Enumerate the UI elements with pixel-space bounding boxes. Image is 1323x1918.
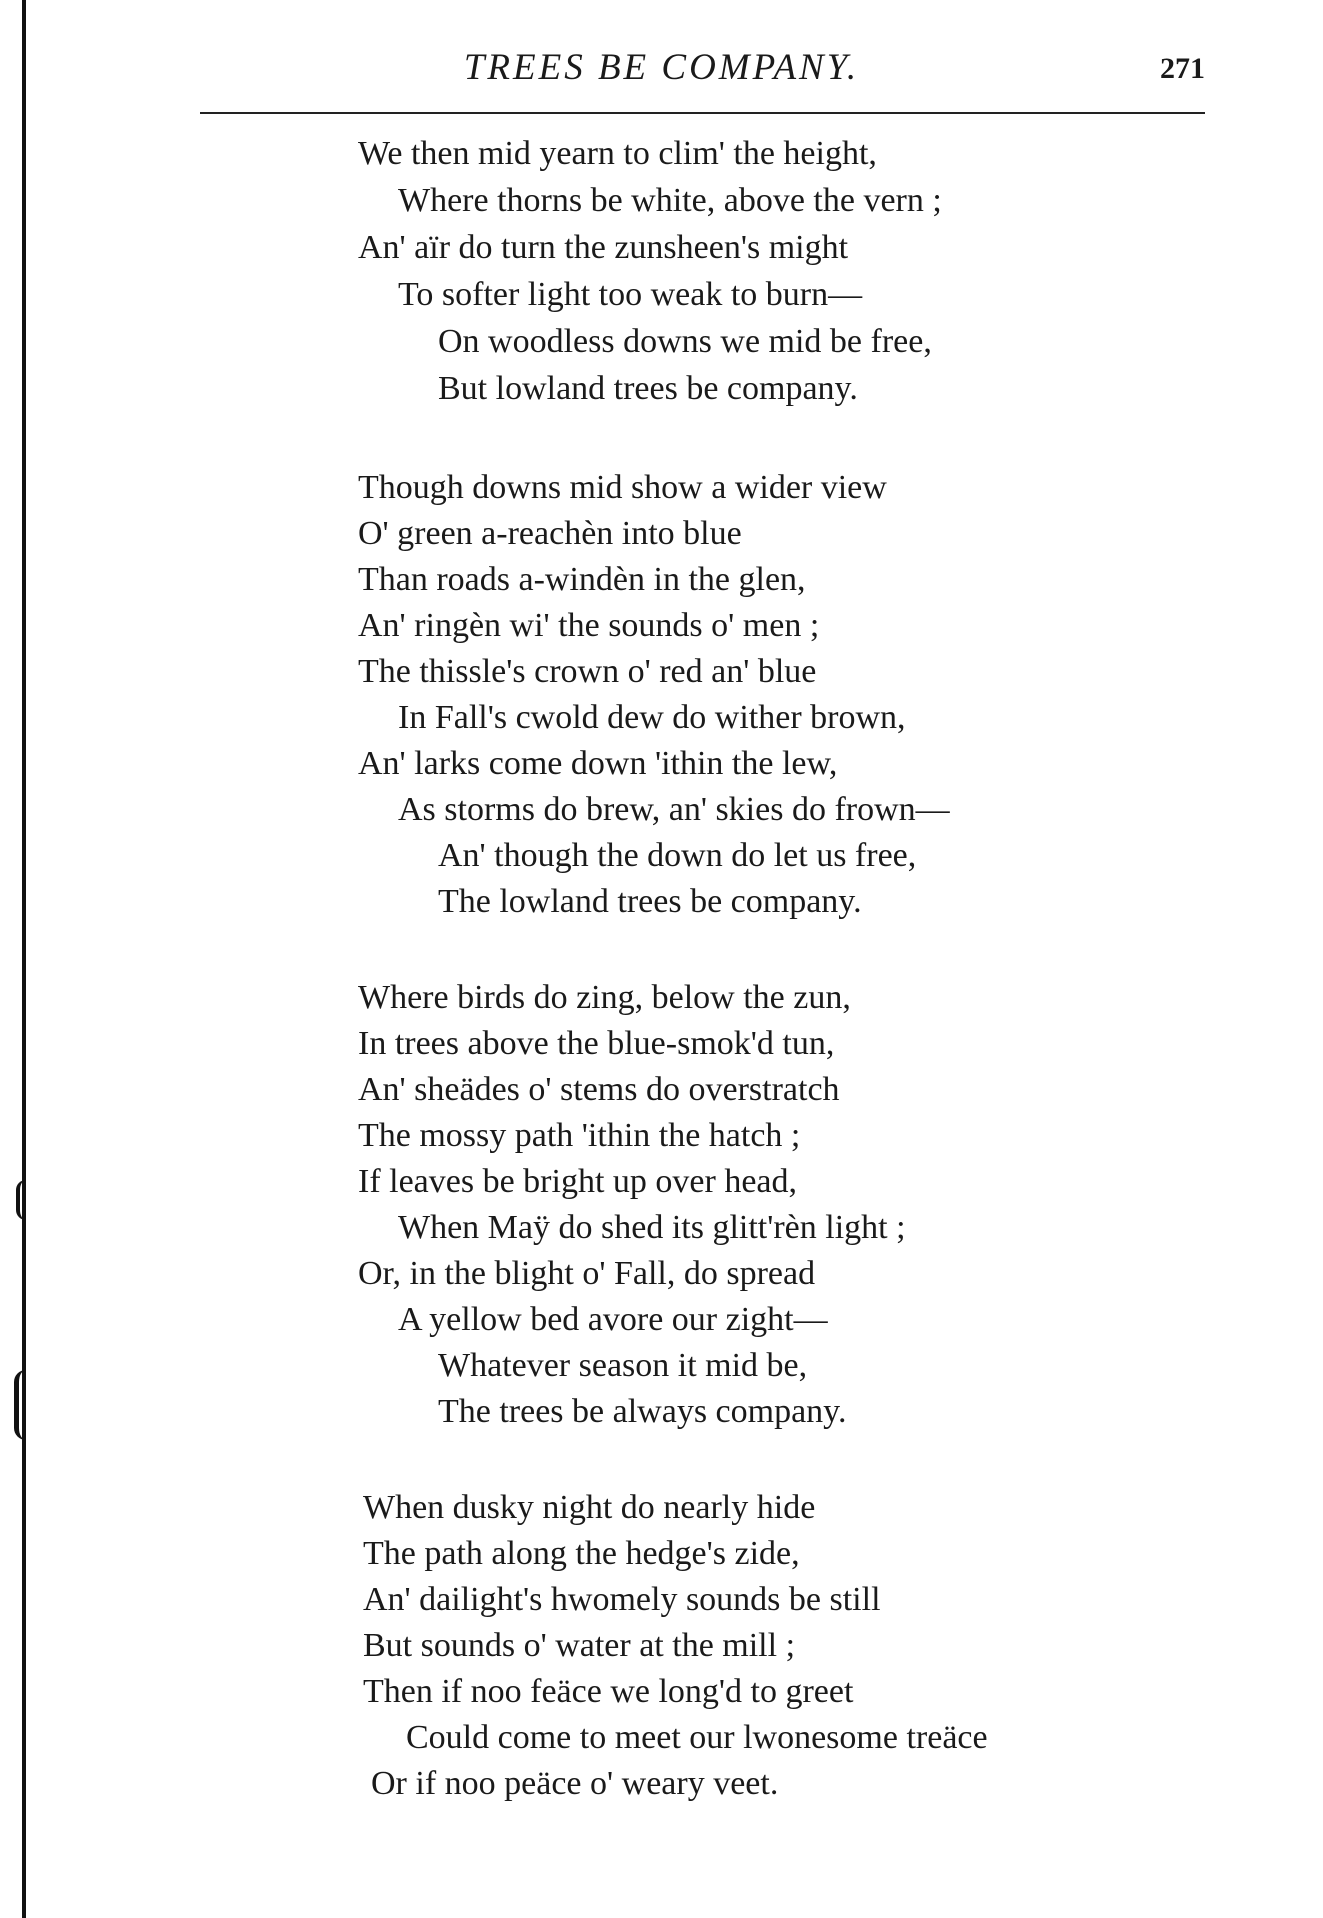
poem-line: But sounds o' water at the mill ; bbox=[363, 1627, 796, 1664]
poem-line: The thissle's crown o' red an' blue bbox=[358, 653, 817, 690]
poem-line: Than roads a-windèn in the glen, bbox=[358, 561, 806, 598]
poem-line: The path along the hedge's zide, bbox=[363, 1535, 800, 1572]
poem-line: On woodless downs we mid be free, bbox=[438, 323, 932, 360]
poem-line: To softer light too weak to burn— bbox=[398, 276, 863, 313]
poem-line: Or if noo peäce o' weary veet. bbox=[371, 1765, 779, 1802]
poem-line: The lowland trees be company. bbox=[438, 883, 862, 920]
poem-line: The mossy path 'ithin the hatch ; bbox=[358, 1117, 801, 1154]
poem-line: In trees above the blue-smok'd tun, bbox=[358, 1025, 835, 1062]
poem-line: As storms do brew, an' skies do frown— bbox=[398, 791, 950, 828]
poem-line: An' ringèn wi' the sounds o' men ; bbox=[358, 607, 820, 644]
poem-line: Whatever season it mid be, bbox=[438, 1347, 808, 1384]
poem-line: Or, in the blight o' Fall, do spread bbox=[358, 1255, 816, 1292]
poem-line: Where thorns be white, above the vern ; bbox=[398, 182, 942, 219]
poem-line: But lowland trees be company. bbox=[438, 370, 858, 407]
poem-line: Could come to meet our lwonesome treäce bbox=[406, 1719, 988, 1756]
poem-line: When dusky night do nearly hide bbox=[363, 1489, 816, 1526]
poem-line: We then mid yearn to clim' the height, bbox=[358, 135, 877, 172]
poem-line: An' though the down do let us free, bbox=[438, 837, 917, 874]
poem-line: The trees be always company. bbox=[438, 1393, 847, 1430]
poem-line: If leaves be bright up over head, bbox=[358, 1163, 797, 1200]
running-title: TREES BE COMPANY. bbox=[463, 47, 860, 88]
poem-line: Then if noo feäce we long'd to greet bbox=[363, 1673, 854, 1710]
poem-line: A yellow bed avore our zight— bbox=[398, 1301, 828, 1338]
poem-line: When Maÿ do shed its glitt'rèn light ; bbox=[398, 1209, 906, 1246]
page-number: 271 bbox=[1160, 52, 1205, 85]
poem-line: An' dailight's hwomely sounds be still bbox=[363, 1581, 881, 1618]
poem-line: An' sheädes o' stems do overstratch bbox=[358, 1071, 840, 1108]
poem-line: In Fall's cwold dew do wither brown, bbox=[398, 699, 906, 736]
poem-line: Where birds do zing, below the zun, bbox=[358, 979, 851, 1016]
poem-line: Though downs mid show a wider view bbox=[358, 469, 887, 506]
poem-line: An' aïr do turn the zunsheen's might bbox=[358, 229, 849, 266]
poem-line: An' larks come down 'ithin the lew, bbox=[358, 745, 838, 782]
poem-line: O' green a-reachèn into blue bbox=[358, 515, 742, 552]
